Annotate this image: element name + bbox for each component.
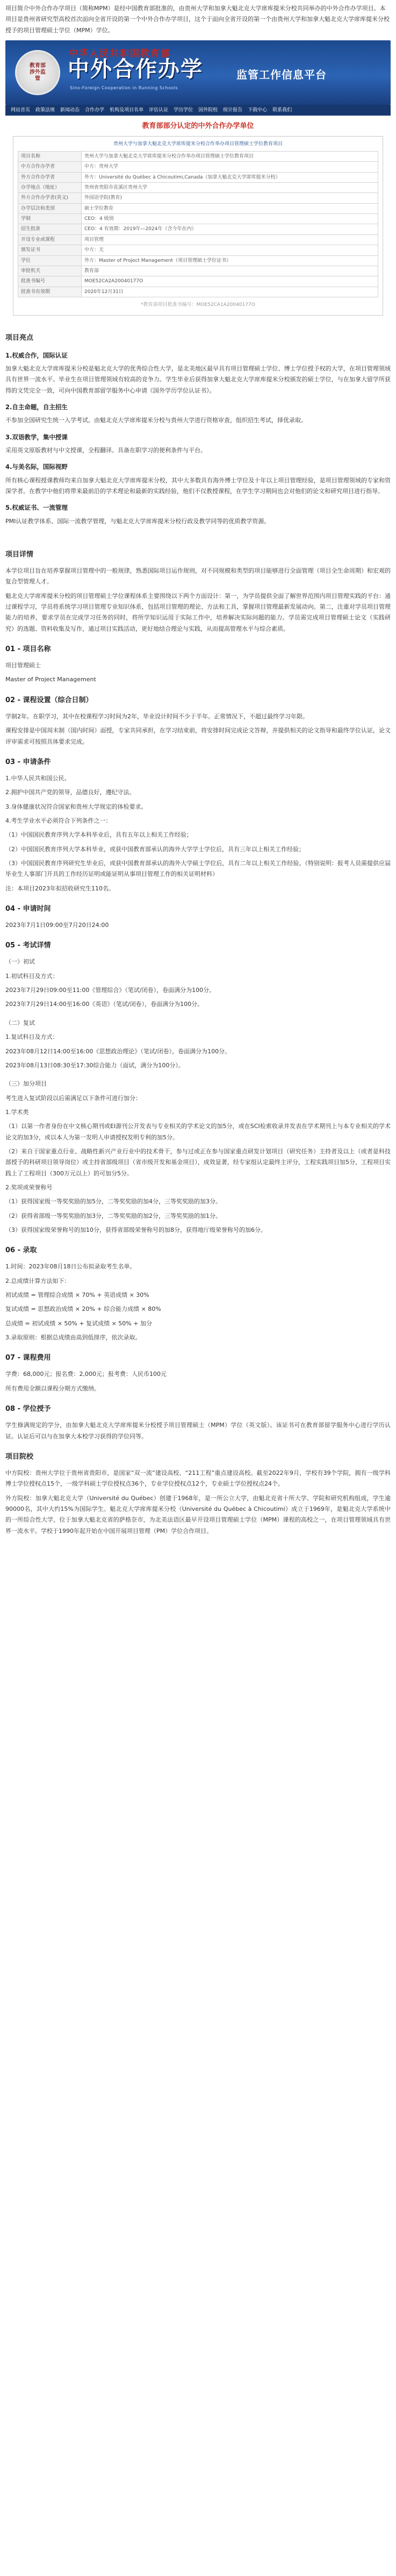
row-key: 外方合作办学者 bbox=[18, 172, 82, 182]
s2-para-1: 学制2年。在职学习，其中在校课程学习时间为2年，毕业设计时间不少于半年。正常情况下，不超过最终学习年限。 bbox=[5, 712, 308, 720]
row-key: 审批机关 bbox=[18, 266, 82, 276]
s5-line-8: 2023年08月13日08:30至17:30综合能力（面试，满分为100分）。 bbox=[5, 1061, 184, 1069]
site-banner bbox=[5, 40, 391, 105]
row-key: 中方合作办学者 bbox=[18, 162, 82, 172]
table-row bbox=[18, 203, 378, 213]
nav-item-download[interactable]: 下载中心 bbox=[248, 108, 268, 113]
nav-item-assessment[interactable]: 评估认证 bbox=[149, 108, 169, 113]
s9-para-1: 中方院校：贵州大学位于贵州省贵阳市，是国家“双一流”建设高校、“211工程”重点建设高校。截至2022年9月，学校有39个学院，拥有一级学科博士学位授权点15个，一级学科硕士学位授权点36个，专业学位授权点12个，专业硕士学位授权点24个。 bbox=[5, 1469, 391, 1488]
s9-para-2: 外方院校：加拿大魁北克大学（Université du Québec）创建于1968年，是一所公立大学，由魁北克省十所大学、学院和研究机构组成，学生逾90000名，其中大约15%为国际学生。魁北克大学席库提米分校（Université du Québec à Chicoutimi）成立于1969年，是魁北克大学系统中的一所综合性大学，位于加拿大魁北克省的萨格奈市，为北美法语区最早开设项目管理硕士学位（MPM）课程的高校之一，在项目管理领域具有世界一流水平。学校于1990年起开始在中国开展项目管理（PM）学位合作项目。 bbox=[5, 1494, 391, 1535]
main-content bbox=[0, 316, 396, 1561]
row-value: 中方：贵州大学 bbox=[82, 162, 378, 172]
s3-line-4: 4.考生学业水平必须符合下列条件之一： bbox=[5, 817, 112, 824]
s1-line-2: Master of Project Management bbox=[5, 676, 96, 683]
highlight-4-text: 所有核心课程授课教师均来自加拿大魁北克大学席库提米分校，其中大多数具有海外博士学位及十年以上项目管理经验，是项目管理领域的专家和资深学者。在教学中他们将带来最前沿的学术理论和最新的实践经验，他们不仅教授课程，在学生学习期间也会对他们的论文和研究项目进行指导。 bbox=[5, 476, 391, 495]
table-row bbox=[18, 182, 378, 192]
ministry-emblem bbox=[15, 50, 60, 95]
row-value: 2020年12月31日 bbox=[82, 287, 378, 297]
row-key: 办学层次和类别 bbox=[18, 203, 82, 213]
row-value: 硕士学位教育 bbox=[82, 203, 378, 213]
highlight-5-text: PMI认证教学体系、国际一流教学管理，与魁北克大学席库提米分校行政及教学同等的优质教学资源。 bbox=[5, 517, 270, 525]
s9-title: 项目院校 bbox=[5, 1452, 34, 1461]
highlight-3-title: 3.双语教学，集中授课 bbox=[5, 433, 68, 441]
nav-item-degree[interactable]: 学历学位 bbox=[174, 108, 193, 113]
s3-line-5: （1）中国国民教育序列大学本科毕业后，具有五年以上相关工作经验； bbox=[5, 831, 192, 839]
row-key: 批准书有效期 bbox=[18, 287, 82, 297]
table-row bbox=[18, 287, 378, 297]
s5-line-4: 2023年7月29日14:00至16:00《英语》（笔试/闭卷），卷面满分为100分。 bbox=[5, 1001, 204, 1008]
row-value: CEO：4 有效期：2019年—2024年（含今年在内） bbox=[82, 224, 378, 234]
details-title: 项目详情 bbox=[5, 550, 34, 559]
nav-item-contact[interactable]: 联系我们 bbox=[272, 108, 292, 113]
nav-item-cooperation[interactable]: 合作办学 bbox=[85, 108, 105, 113]
platform-name: 监管工作信息平台 bbox=[236, 68, 327, 82]
s5-line-3: 2023年7月29日09:00至11:00《管理综合》（笔试/闭卷），卷面满分为100分。 bbox=[5, 987, 215, 994]
table-row bbox=[18, 162, 378, 172]
s5-line-2: 1.初试科目及方式： bbox=[5, 972, 59, 980]
s5-title: 05 - 考试详情 bbox=[5, 941, 51, 950]
row-key: 办学地点（地址） bbox=[18, 182, 82, 192]
s7-line-2: 所有费用全额以课程分期方式缴纳。 bbox=[5, 1385, 100, 1392]
highlight-2-text: 不参加全国研究生统一入学考试。由魁北克大学席库提米分校与贵州大学进行资格审查，组织招生考试，择优录取。 bbox=[5, 417, 307, 424]
project-info-table bbox=[18, 151, 378, 297]
row-key: 外方合作办学者(英文) bbox=[18, 193, 82, 203]
table-row bbox=[18, 276, 378, 287]
s6-line-1: 1.时间：2023年08月18日公布拟录取考生名单。 bbox=[5, 1263, 136, 1271]
s8-para-1: 学生修满规定的学分，由加拿大魁北克大学席库提米分校授予项目管理硕士（MPM）学位（英文版）。该证书可在教育部留学服务中心进行学历认证。认证后可以与在加拿大本校学习获得的学位同等。 bbox=[5, 1422, 391, 1440]
row-value: 外方：Master of Project Management（项目管理硕士学位证书） bbox=[82, 255, 378, 266]
s5-line-1: （一）初试 bbox=[5, 958, 35, 966]
s3-title: 03 - 申请条件 bbox=[5, 758, 51, 766]
s3-line-3: 3.身体健康状况符合国家和贵州大学规定的体检要求。 bbox=[5, 803, 147, 810]
ministry-name: 中华人民共和国教育部 bbox=[69, 48, 171, 60]
emblem-label: 教育部 涉外监管 bbox=[30, 63, 46, 82]
s1-title: 01 - 项目名称 bbox=[5, 645, 51, 654]
s2-title: 02 - 课程设置（综合日制） bbox=[5, 696, 93, 704]
s7-line-1: 学费：68,000元；报名费：2,000元；报考费：人民币100元 bbox=[5, 1371, 167, 1378]
s7-title: 07 - 课程费用 bbox=[5, 1354, 51, 1362]
row-key: 学制 bbox=[18, 214, 82, 224]
s5-line-14: 2.奖项或荣誉称号 bbox=[5, 1183, 53, 1191]
nav-item-news[interactable]: 新闻动态 bbox=[60, 108, 80, 113]
details-para-1: 本学位项目旨在培养掌握项目管理中的一般规律，熟悉国际项目运作规则，对不同规模和类型的项目能够进行全面管理（项目全生命周期）和宏观的复合型管理人才。 bbox=[5, 567, 391, 586]
s5-line-7: 2023年08月12日14:00至16:00《思想政治理论》（笔试/闭卷），卷面满分为100分。 bbox=[5, 1047, 231, 1055]
highlight-1-text: 加拿大魁北克大学席库提米分校是魁北克大学的优秀综合性大学，是北美地区最早具有项目管理硕士学位、博士学位授予权的大学，在项目管理领域具有世界一流水平。毕业生在项目管理领域有较高的竞争力。学生毕业后获得加拿大魁北克大学席库提米分校颁发的硕士学位，与在加拿大留学所获得的文凭完全一致，可向中国教育部留学服务中心申请《国外学历学位认证书》。 bbox=[5, 365, 391, 394]
s5-line-15: （1）获得国家级一等奖奖励的加5分，二等奖奖励的加4分，三等奖奖励的加3分。 bbox=[5, 1198, 221, 1205]
nav-item-list[interactable]: 机构及项目名单 bbox=[110, 108, 144, 113]
s2-para-2: 课程安排是中国周末制（国内时间）面授，专家共同承担，在学习结束前，将安排时间完成论文答辩，并提供相关的论文指导和最终学位认证，论文评审需求可按照具体要求完成。 bbox=[5, 727, 391, 745]
nav-item-policy[interactable]: 政策法规 bbox=[35, 108, 55, 113]
highlight-1-title: 1.权威合作，国际认证 bbox=[5, 351, 68, 359]
site-title: 中外合作办学 bbox=[68, 56, 203, 82]
row-key: 颁发证书 bbox=[18, 245, 82, 255]
nav-item-home[interactable]: 网站首页 bbox=[11, 108, 31, 113]
table-row bbox=[18, 214, 378, 224]
s6-line-5: 总成绩 = 初试成绩 × 50% + 复试成绩 × 50% + 加分 bbox=[5, 1319, 152, 1327]
s6-line-2: 2.总成绩计算方法如下： bbox=[5, 1277, 70, 1285]
project-info-box bbox=[13, 136, 383, 316]
row-value: 外国语学院(教育) bbox=[82, 193, 378, 203]
s3-line-2: 2.拥护中国共产党的领导，品德良好，遵纪守法。 bbox=[5, 789, 135, 796]
s6-line-6: 3.录取原则：根据总成绩由高到低排序，依次录取。 bbox=[5, 1334, 141, 1341]
table-title: 贵州大学与加拿大魁北克大学席库提米分校合作举办项目管理硕士学位教育项目 bbox=[113, 141, 283, 147]
row-key: 项目名称 bbox=[18, 151, 82, 161]
highlight-4-title: 4.与美名际，国际视野 bbox=[5, 463, 68, 471]
row-key: 学位 bbox=[18, 255, 82, 266]
s5-line-17: （3）获得国家级荣誉称号的加10分，获得省部级荣誉称号的加8分，获得地厅级荣誉称号的加6分。 bbox=[5, 1226, 267, 1233]
s5-line-9: （三）加分项目 bbox=[5, 1080, 47, 1088]
row-value: MOE52CA2A20040177O bbox=[82, 276, 378, 287]
row-key: 招生批准 bbox=[18, 224, 82, 234]
approval-number-note: *教育部项目批准书编号：MOE52CA1A20040177O bbox=[141, 302, 255, 308]
site-subtitle-en: Sino-Foreign Cooperation in Running Schools bbox=[70, 85, 178, 91]
s1-line-1: 项目管理硕士 bbox=[5, 662, 41, 669]
row-key: 批准书编号 bbox=[18, 276, 82, 287]
s6-line-3: 初试成绩 = 管理综合成绩 × 70% + 英语成绩 × 30% bbox=[5, 1291, 149, 1299]
s3-line-1: 1.中华人民共和国公民。 bbox=[5, 774, 70, 782]
s4-title: 04 - 申请时间 bbox=[5, 905, 51, 914]
highlights-title: 项目亮点 bbox=[5, 333, 34, 342]
table-row bbox=[18, 245, 378, 255]
nav-item-stats[interactable]: 统计报告 bbox=[223, 108, 243, 113]
s6-line-4: 复试成绩 = 思想政治成绩 × 20% + 综合能力成绩 × 80% bbox=[5, 1305, 161, 1313]
s3-line-6: （2）中国国民教育序列大学本科毕业，或获中国教育部承认的海外大学学士学位后，具有三年以上相关工作经验； bbox=[5, 845, 305, 853]
table-row bbox=[18, 266, 378, 276]
s5-line-12: （1）以第一作者身份在中文核心期刊或EI源刊公开发表与专业相关的学术论文的加5分，或在SCI检索收录并发表在学术期刊上与本专业相关的学术论文的加3分，或以本人为第一发明人申请授权发明专利的加5分。 bbox=[5, 1123, 391, 1141]
s3-line-7: （3）中国国民教育序列研究生毕业后，或获中国教育部承认的海外大学硕士学位后，具有二年以上相关工作经验。（特别说明：报考人员需提供应届毕业生人事部门开具的工作经历证明或能证明从事项目管理工作的相关证明材料） bbox=[5, 859, 391, 878]
section-heading: 教育部部分认定的中外合作办学单位 bbox=[142, 122, 254, 131]
table-row bbox=[18, 151, 378, 161]
s5-line-11: 1.学术类 bbox=[5, 1108, 29, 1116]
s6-title: 06 - 录取 bbox=[5, 1246, 37, 1255]
intro-text: 项目简介中外合作办学项目（简称MPM）是经中国教育部批准的，由贵州大学和加拿大魁北克大学席库提米分校共同举办的中外合作办学项目。本项目是贵州省研究型高校首次面向全省开设的第一个中外合作办学项目，这个于面向全省开设的第一个由贵州大学和加拿大魁北克大学席库提米分校授予的项目管理硕士学位（MPM）学位。 bbox=[5, 5, 390, 34]
nav-item-foreign[interactable]: 国外院校 bbox=[198, 108, 218, 113]
highlight-2-title: 2.自主命题，自主招生 bbox=[5, 403, 68, 411]
row-key: 开设专业或课程 bbox=[18, 234, 82, 245]
s5-line-13: （2）来自于国家重点行业、战略性新兴产业行业中的技术骨干，参与过或正在参与国家重点研发计划项目（研究任务）主持者及以上（或者是科技部授予的科研项目领导岗位）或主持省部级项目（省市级开发和基金项目），成效显著，经专家组认定最终主评分，工程实践项目加5分，工程项目实践上了工程项目（300万元以上）的可加分5分。 bbox=[5, 1147, 391, 1177]
s8-title: 08 - 学位授予 bbox=[5, 1405, 51, 1414]
table-row bbox=[18, 255, 378, 266]
table-row bbox=[18, 193, 378, 203]
s3-line-8: 注：本项目2023年拟招收研究生110名。 bbox=[5, 884, 114, 892]
table-row bbox=[18, 224, 378, 234]
table-row bbox=[18, 234, 378, 245]
row-value: 中方：无 bbox=[82, 245, 378, 255]
highlight-5-title: 5.权威证书、一流管理 bbox=[5, 504, 68, 512]
details-para-2: 魁北克大学席库提米分校的项目管理硕士学位课程体系主要围绕以下两个方面设计：第一，为学员提供全面了解世界范围内项目管理实践的平台：通过课程学习，学员将系统学习项目管理专业知识体系，包括项目管理的理论、方法和工具，掌握项目管理最新发展动向。第二，注重对学员项目管理能力的培养，要求学员在完成学习任务的同时，将所学知识运用于实际工作中，培养解决实际问题的能力。学员需完成项目管理硕士论文（实践研究）的选题、资料收集及写作，通过项目实践活动，更好地结合理论与实践，从而提高管理水平与综合素质。 bbox=[5, 592, 391, 632]
s5-line-6: 1.复试科目及方式： bbox=[5, 1033, 59, 1041]
row-value: 贵州大学与加拿大魁北克大学席库提米分校合作举办项目管理硕士学位教育项目 bbox=[82, 151, 378, 161]
top-nav bbox=[5, 105, 391, 116]
row-value: 贵州省贵阳市花溪区贵州大学 bbox=[82, 182, 378, 192]
s5-line-16: （2）获得省部级一等奖奖励的加3分，二等奖奖励的加2分，三等奖奖励的加1分。 bbox=[5, 1212, 221, 1219]
row-value: 教育部 bbox=[82, 266, 378, 276]
row-value: 外方：Université du Québec à Chicoutimi,Canada（加拿大魁北克大学席库提米分校） bbox=[82, 172, 378, 182]
highlight-3-text: 采用英文原版教材与中文授课，全程翻译。具备在职学习的便利条件与平台。 bbox=[5, 447, 206, 454]
s4-line-1: 2023年7月1日09:00至7月20日24:00 bbox=[5, 922, 109, 929]
row-value: 项目管理 bbox=[82, 234, 378, 245]
table-row bbox=[18, 172, 378, 182]
s5-line-5: （二）复试 bbox=[5, 1019, 35, 1026]
s5-line-10: 考生进入复试阶段以后需满足以下条件可进行加分： bbox=[5, 1094, 141, 1102]
row-value: CEO：4 级别 bbox=[82, 214, 378, 224]
